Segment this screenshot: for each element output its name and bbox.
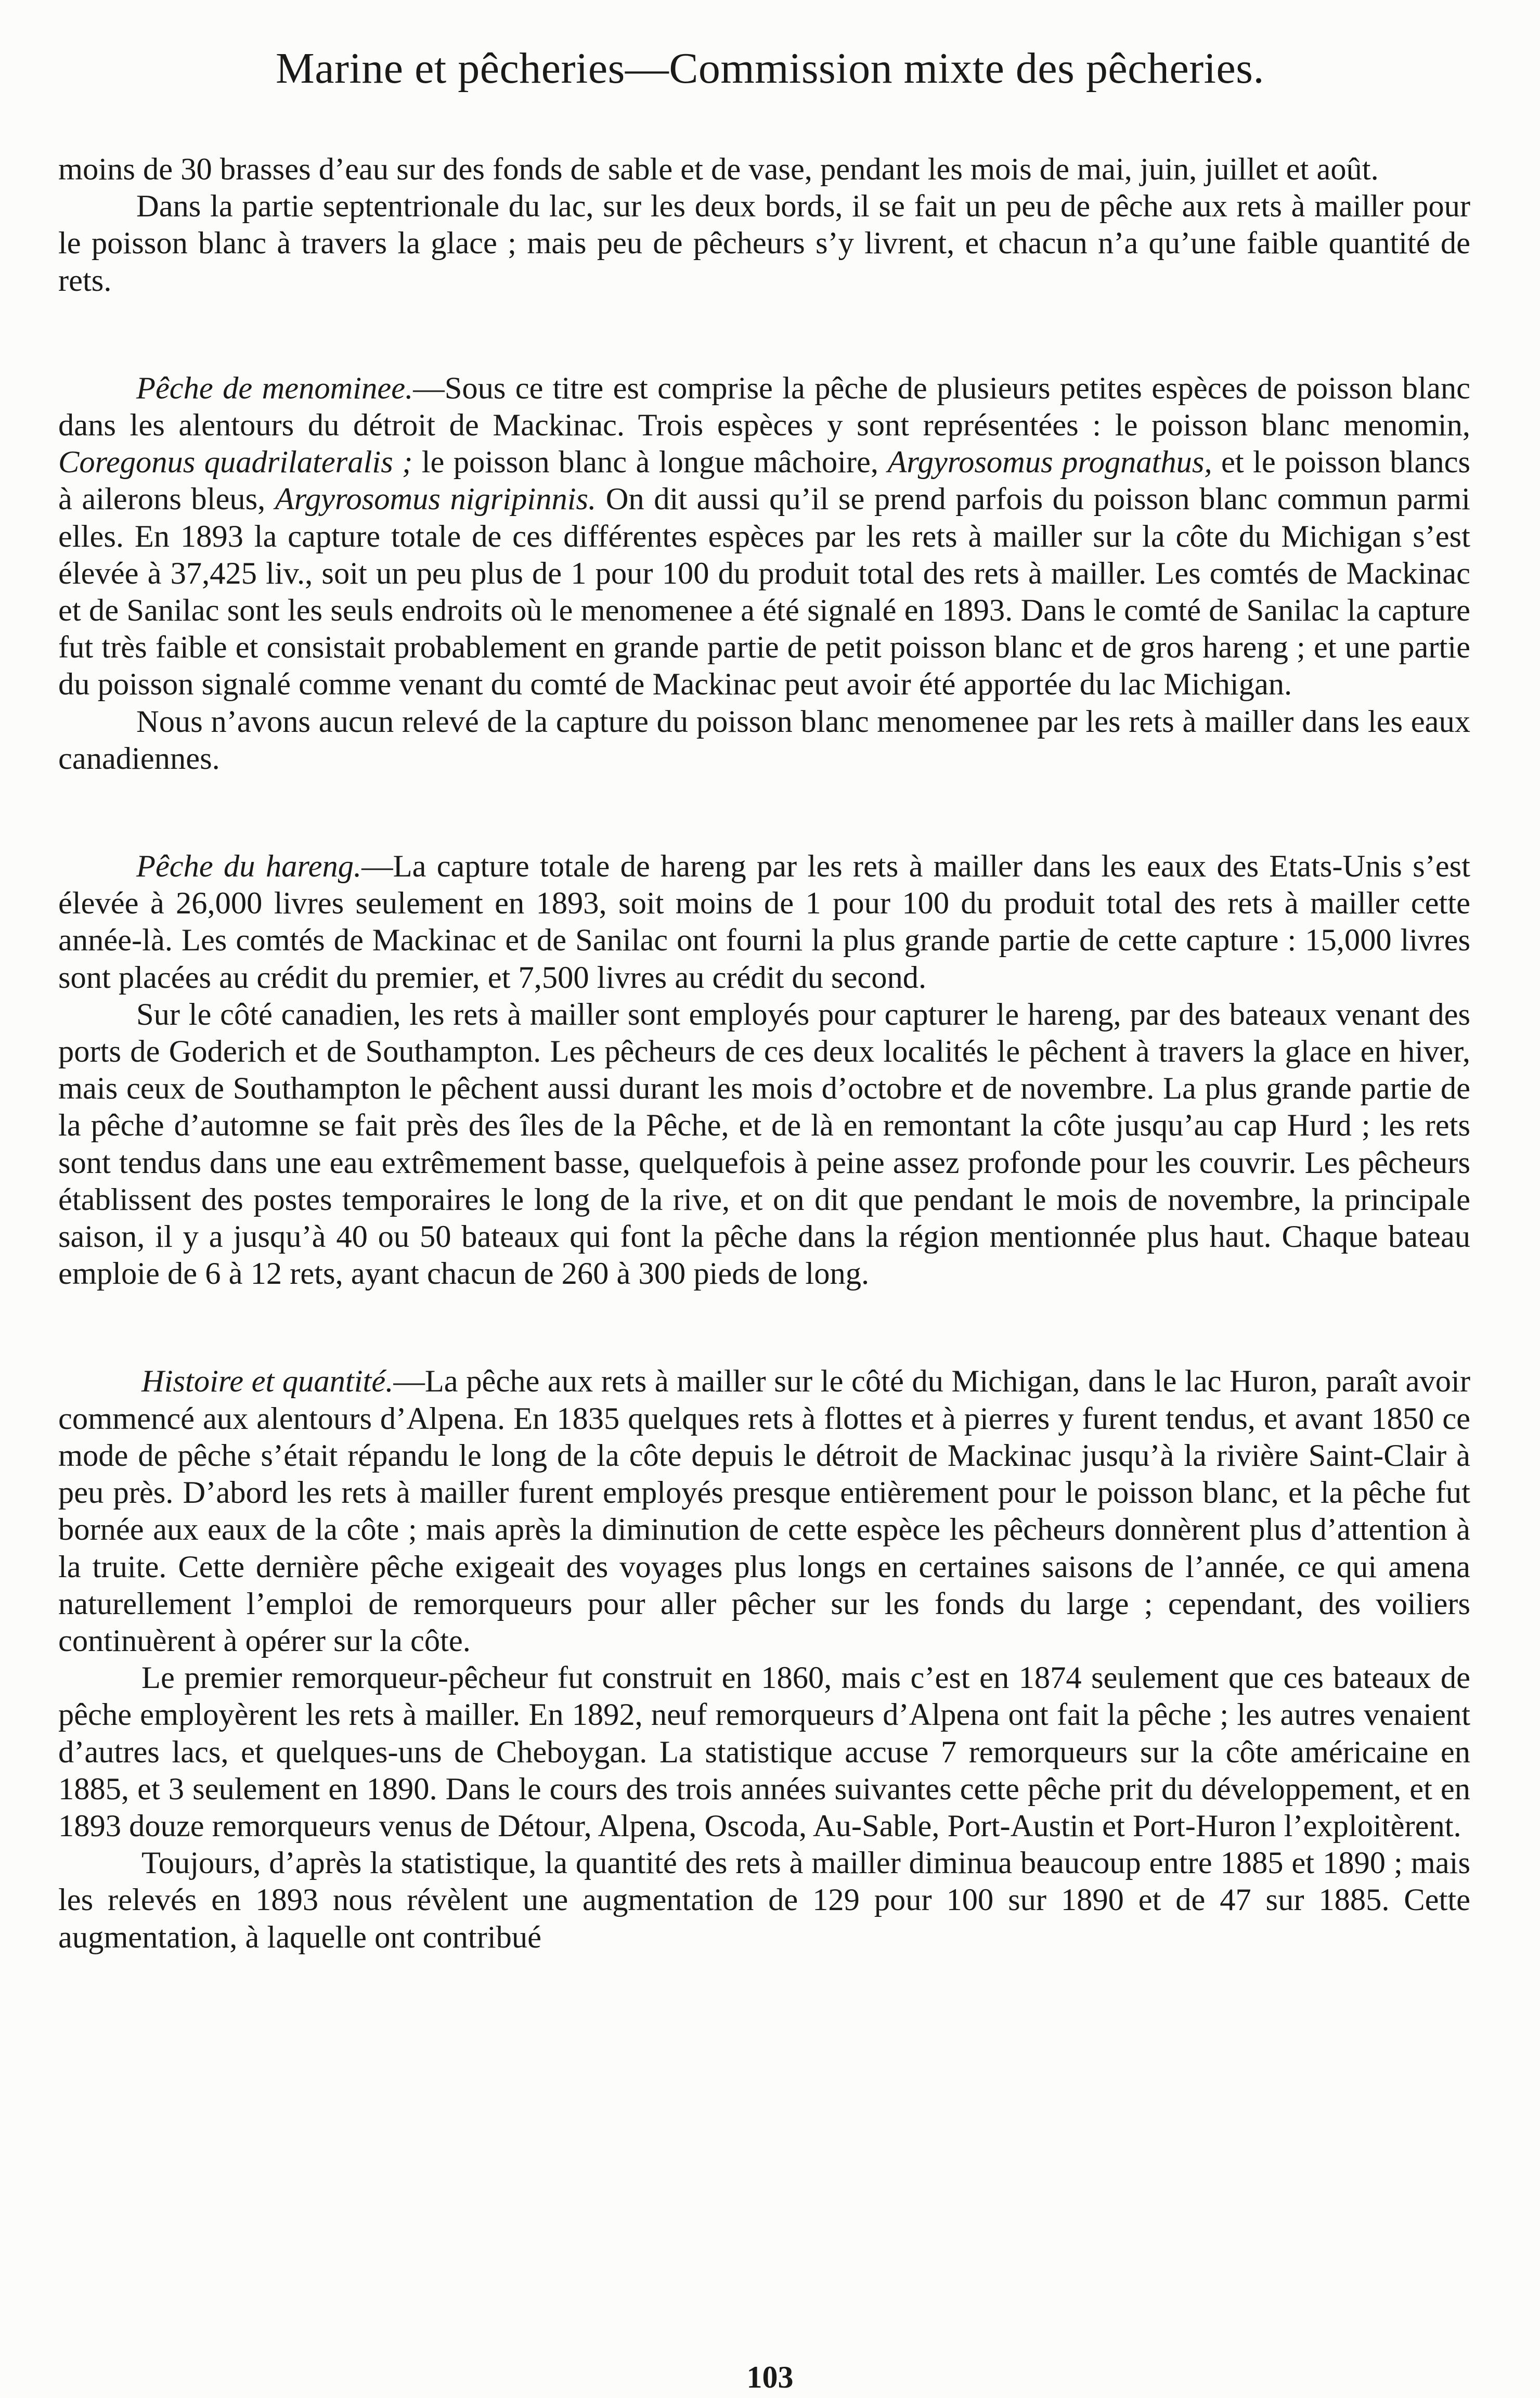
paragraph [58,188,1470,299]
text-run: —Sous ce titre est comprise la pêche de plusieurs petites espèces de poisson blanc dans les alentours du détroit de Mackinac. Trois espèces y sont représentées : le poisson blanc menomin, [58,370,1471,443]
text-run: Le premier remorqueur-pêcheur fut construit en 1860, mais c’est en 1874 seulement que ces bateaux de pêche employèrent les rets à mailler. En 1892, neuf remorqueurs d’Alpena ont fait la pêche ; les autres venaient d’autres lacs, et quelques-uns de Cheboygan. La statistique accuse 7 remorqueurs sur la côte américaine en 1885, et 3 seulement en 1890. Dans le cours des trois années suivantes cette pêche prit du développement, et en 1893 douze remorqueurs venus de Détour, Alpena, Oscoda, Au-Sable, Port-Austin et Port-Huron l’exploitèrent. [58,1660,1470,1843]
italic-run: Coregonus quadrilateralis ; [58,445,413,480]
text-run: Sur le côté canadien, les rets à mailler sont employés pour capturer le hareng, par des bateaux venant des ports de Goderich et de Southampton. Les pêcheurs de ces deux localités le pêchent à travers la glace en hiver, mais ceux de Southampton le pêchent aussi durant les mois d’octobre et de novembre. La plus grande partie de la pêche d’automne se fait près des îles de la Pêche, et de là en remontant la côte jusqu’au cap Hurd ; les rets sont tendus dans une eau extrêmement basse, quelquefois à peine assez profonde pour les couvrir. Les pêcheurs établissent des postes temporaires le long de la rive, et on dit que pendant le mois de novembre, la principale saison, il y a jusqu’à 40 ou 50 bateaux qui font la pêche dans la région mentionnée plus haut. Chaque bateau emploie de 6 à 12 rets, ayant chacun de 260 à 300 pieds de long. [58,997,1470,1292]
italic-run: Histoire et quantité. [141,1364,394,1399]
paragraph [58,996,1470,1293]
section-gap [58,777,1470,848]
section-gap [58,1292,1470,1363]
page-number: 103 [746,2360,794,2394]
text-run: Toujours, d’après la statistique, la quantité des rets à mailler diminua beaucoup entre 1885 et 1890 ; mais les relevés en 1893 nous révèlent une augmentation de 129 pour 100 sur 1890 et de 47 sur 1885. Cette augmentation, à laquelle ont contribué [58,1846,1470,1955]
paragraph [58,1659,1470,1845]
paragraph [58,1845,1470,1956]
italic-run: Argyrosomus prognathus, [887,445,1212,480]
paragraph [58,848,1470,996]
running-header: Marine et pêcheries—Commission mixte des pêcheries. [276,44,1264,93]
text-run: Dans la partie septentrionale du lac, sur les deux bords, il se fait un peu de pêche aux rets à mailler pour le poisson blanc à travers la glace ; mais peu de pêcheurs s’y livrent, et chacun n’a qu’une faible quantité de rets. [58,189,1470,298]
text-run: On dit aussi qu’il se prend parfois du poisson blanc commun parmi elles. En 1893 la capture totale de ces différentes espèces par les rets à mailler sur la côte du Michigan s’est élevée à 37,425 liv., soit un peu plus de 1 pour 100 du produit total des rets à mailler. Les comtés de Mackinac et de Sanilac sont les seuls endroits où le menomenee a été signalé en 1893. Dans le comté de Sanilac la capture fut très faible et consistait probablement en grande partie de petit poisson blanc et de gros hareng ; et une partie du poisson signalé comme venant du comté de Mackinac peut avoir été apportée du lac Michigan. [58,482,1470,702]
paragraph [58,703,1470,777]
text-run: —La pêche aux rets à mailler sur le côté du Michigan, dans le lac Huron, paraît avoir commencé aux alentours d’Alpena. En 1835 quelques rets à flottes et à pierres y furent tendus, et avant 1850 ce mode de pêche s’était répandu le long de la côte depuis le détroit de Mackinac jusqu’à la rivière Saint-Clair à peu près. D’abord les rets à mailler furent employés presque entièrement pour le poisson blanc, et la pêche fut bornée aux eaux de la côte ; mais après la diminution de cette espèce les pêcheurs donnèrent plus d’attention à la truite. Cette dernière pêche exigeait des voyages plus longs en certaines saisons de l’année, ce qui amena naturellement l’emploi de remorqueurs pour aller pêcher sur les fonds du large ; cependant, des voiliers continuèrent à opérer sur la côte. [58,1364,1470,1658]
body-text [58,151,1470,1956]
italic-run: Pêche de menominee. [136,370,413,406]
text-run: et le poisson blancs à ailerons bleus, [58,445,1470,517]
text-run: le poisson blanc à longue mâchoire, [412,445,888,480]
text-run: Nous n’avons aucun relevé de la capture du poisson blanc menomenee par les rets à mailler dans les eaux canadiennes. [58,704,1470,776]
text-run: moins de 30 brasses d’eau sur des fonds de sable et de vase, pendant les mois de mai, juin, juillet et août. [58,152,1379,187]
paragraph [58,151,1470,188]
paragraph [58,1363,1470,1659]
italic-run: Argyrosomus nigripinnis. [275,482,597,517]
section-gap [58,299,1470,370]
italic-run: Pêche du hareng. [136,849,362,884]
paragraph [58,370,1470,703]
text-run: —La capture totale de hareng par les rets à mailler dans les eaux des Etats-Unis s’est élevée à 26,000 livres seulement en 1893, soit moins de 1 pour 100 du produit total des rets à mailler cette année-là. Les comtés de Mackinac et de Sanilac ont fourni la plus grande partie de cette capture : 15,000 livres sont placées au crédit du premier, et 7,500 livres au crédit du second. [58,849,1470,995]
